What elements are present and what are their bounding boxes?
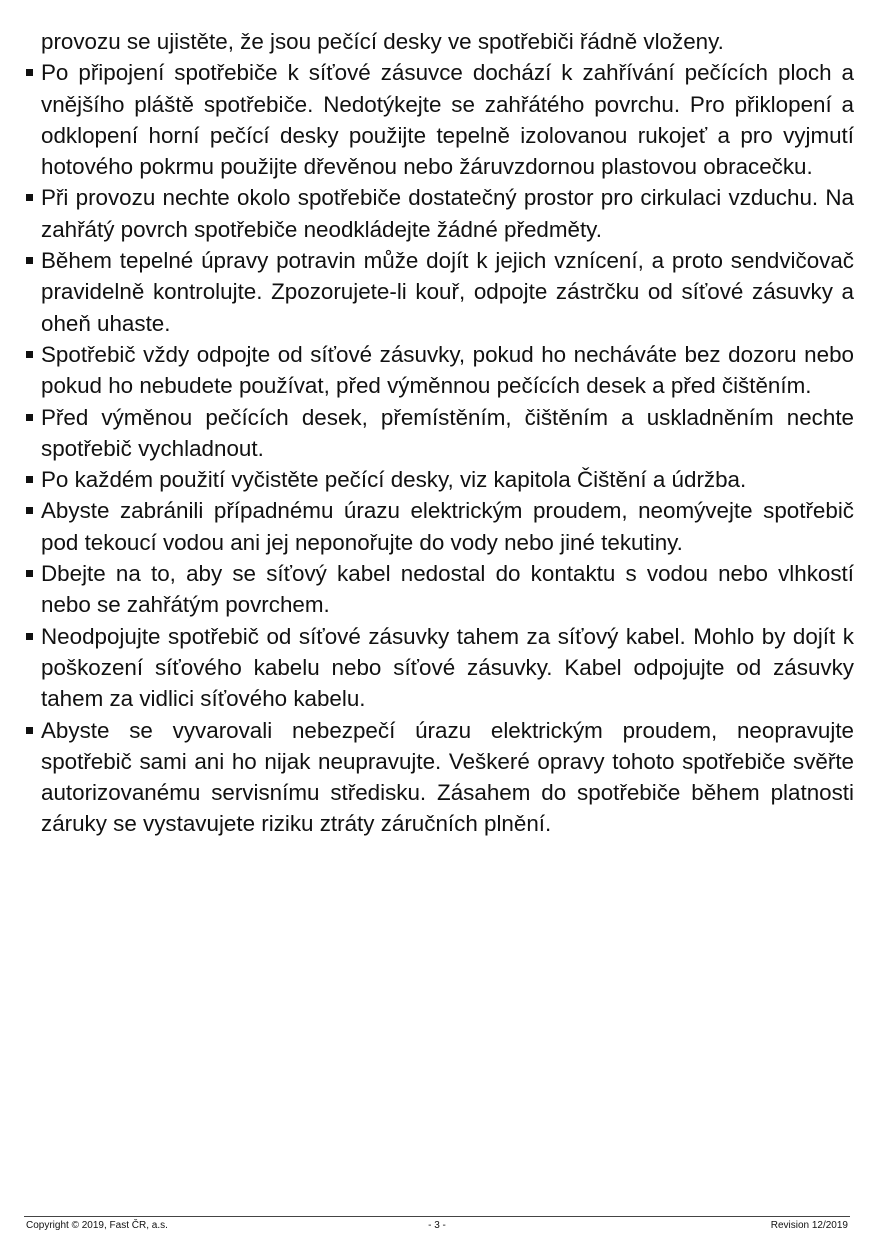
bullet-square-icon: [26, 570, 33, 577]
page-footer: [24, 1219, 850, 1233]
footer-copyright: Copyright © 2019, Fast ČR, a.s.: [26, 1220, 168, 1231]
bullet-square-icon: [26, 633, 33, 640]
list-item-text: Před výměnou pečících desek, přemístěním, čištěním a uskladněním nechte spotřebič vychladnout.: [41, 404, 854, 461]
list-item: [24, 339, 854, 402]
bullet-square-icon: [26, 351, 33, 358]
bullet-square-icon: [26, 507, 33, 514]
bullet-square-icon: [26, 476, 33, 483]
list-item: [24, 57, 854, 182]
list-item: [24, 715, 854, 840]
list-item: [24, 495, 854, 558]
list-item: [24, 402, 854, 465]
bullet-square-icon: [26, 727, 33, 734]
list-item-text: Abyste zabránili případnému úrazu elektrickým proudem, neomývejte spotřebič pod tekoucí vodou ani jej neponořujte do vody nebo jiné tekutiny.: [41, 498, 854, 555]
list-item-text: Po každém použití vyčistěte pečící desky, viz kapitola Čištění a údržba.: [41, 467, 747, 493]
bullet-square-icon: [26, 414, 33, 421]
list-item-text: Dbejte na to, aby se síťový kabel nedostal do kontaktu s vodou nebo vlhkostí nebo se zahřátým povrchem.: [41, 561, 854, 618]
bullet-square-icon: [26, 257, 33, 264]
footer-divider: [24, 1216, 850, 1217]
list-item: [24, 182, 854, 245]
list-item-text: Abyste se vyvarovali nebezpečí úrazu elektrickým proudem, neopravujte spotřebič sami ani ho nijak neupravujte. Veškeré opravy tohoto spotřebiče svěřte autorizovanému servisnímu středisku. Zásahem do spotřebiče během platnosti záruky se vystavujete riziku ztráty záručních plnění.: [41, 717, 854, 837]
list-item: [24, 558, 854, 621]
bullet-square-icon: [26, 69, 33, 76]
list-item-text: Neodpojujte spotřebič od síťové zásuvky tahem za síťový kabel. Mohlo by dojít k poškození síťového kabelu nebo síťové zásuvky. Kabel odpojujte od zásuvky tahem za vidlici síťového kabelu.: [41, 623, 854, 712]
bullet-square-icon: [26, 194, 33, 201]
list-item-text: Během tepelné úpravy potravin může dojít k jejich vznícení, a proto sendvičovač pravidelně kontrolujte. Zpozorujete-li kouř, odpojte zástrčku od síťové zásuvky a oheň uhaste.: [41, 248, 854, 336]
footer-page-number: - 3 -: [428, 1220, 446, 1231]
list-item-text: Při provozu nechte okolo spotřebiče dostatečný prostor pro cirkulaci vzduchu. Na zahřátý povrch spotřebiče neodkládejte žádné předměty.: [41, 185, 854, 242]
list-item: [24, 621, 854, 715]
continued-paragraph: provozu se ujistěte, že jsou pečící desky ve spotřebiči řádně vloženy.: [41, 29, 724, 54]
safety-instructions-list: [24, 57, 854, 839]
list-item-text: Po připojení spotřebiče k síťové zásuvce dochází k zahřívání pečících ploch a vnějšího pláště spotřebiče. Nedotýkejte se zahřátého povrchu. Pro přiklopení a odklopení horní pečící desky použijte tepelně izolovanou rukojeť a pro vyjmutí hotového pokrmu použijte dřevěnou nebo žáruvzdornou plastovou obracečku.: [41, 60, 854, 180]
document-body: [24, 26, 854, 840]
list-item: [24, 464, 854, 495]
list-item: [24, 245, 854, 339]
list-item-text: Spotřebič vždy odpojte od síťové zásuvky, pokud ho necháváte bez dozoru nebo pokud ho nebudete používat, před výměnnou pečících desek a před čištěním.: [41, 341, 854, 399]
footer-revision: Revision 12/2019: [770, 1220, 848, 1231]
